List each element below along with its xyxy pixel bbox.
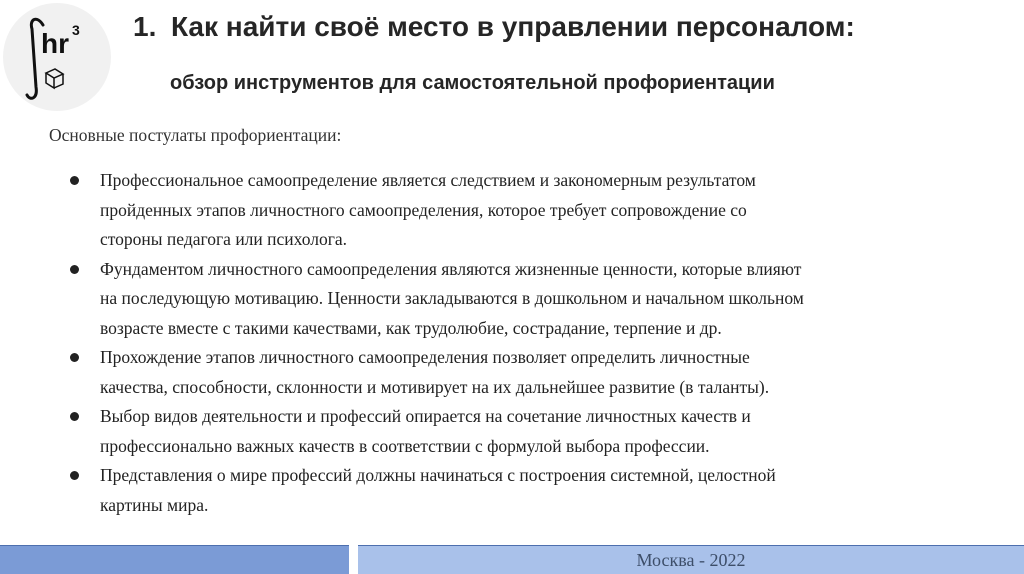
list-item-line: Профессиональное самоопределение является следствием и закономерным результатом: [100, 170, 756, 190]
hr3-logo: [3, 3, 111, 111]
bullet-icon: [70, 412, 79, 421]
bullet-icon: [70, 353, 79, 362]
list-item-line: Представления о мире профессий должны начинаться с построения системной, целостной: [100, 465, 776, 485]
bullet-icon: [70, 471, 79, 480]
list-item: [0, 343, 1024, 402]
footer-location-year: Москва - 2022: [636, 550, 746, 570]
footer-bar-right: [358, 545, 1024, 574]
hr3-logo-mark: [3, 3, 111, 111]
list-item: [0, 255, 1024, 344]
list-item-line: Фундаментом личностного самоопределения являются жизненные ценности, которые влияют: [100, 258, 802, 279]
page-subtitle: обзор инструментов для самостоятельной профориентации: [170, 72, 775, 94]
list-item: [0, 402, 1024, 461]
intro-text: Основные постулаты профориентации:: [49, 125, 342, 145]
list-item-line: качества, способности, склонности и мотивирует на их дальнейшее развитие (в таланты).: [100, 376, 770, 397]
list-item-line: картины мира.: [100, 494, 209, 515]
bullet-icon: [70, 265, 79, 274]
section-number: 1.: [133, 11, 157, 42]
footer-bar-left: [0, 545, 349, 574]
list-item: [0, 166, 1024, 255]
bullet-icon: [70, 176, 79, 185]
logo-superscript: 3: [72, 22, 80, 38]
list-item-line: Выбор видов деятельности и профессий опирается на сочетание личностных качеств и: [100, 406, 751, 426]
list-item-line: стороны педагога или психолога.: [100, 229, 348, 249]
logo-text: hr: [41, 28, 69, 59]
list-item-line: возрасте вместе с такими качествами, как трудолюбие, сострадание, терпение и др.: [100, 317, 722, 338]
list-item-line: на последующую мотивацию. Ценности закладываются в дошкольном и начальном школьном: [100, 288, 804, 308]
title-text: Как найти своё место в управлении персоналом:: [171, 11, 855, 42]
postulates-list: [0, 166, 1024, 520]
list-item: [0, 461, 1024, 520]
list-item-line: пройденных этапов личностного самоопределения, которое требует сопровождение со: [100, 199, 747, 220]
list-item-line: профессионально важных качеств в соответствии с формулой выбора профессии.: [100, 435, 710, 456]
page-title: [133, 10, 855, 44]
list-item-line: Прохождение этапов личностного самоопределения позволяет определить личностные: [100, 347, 750, 367]
